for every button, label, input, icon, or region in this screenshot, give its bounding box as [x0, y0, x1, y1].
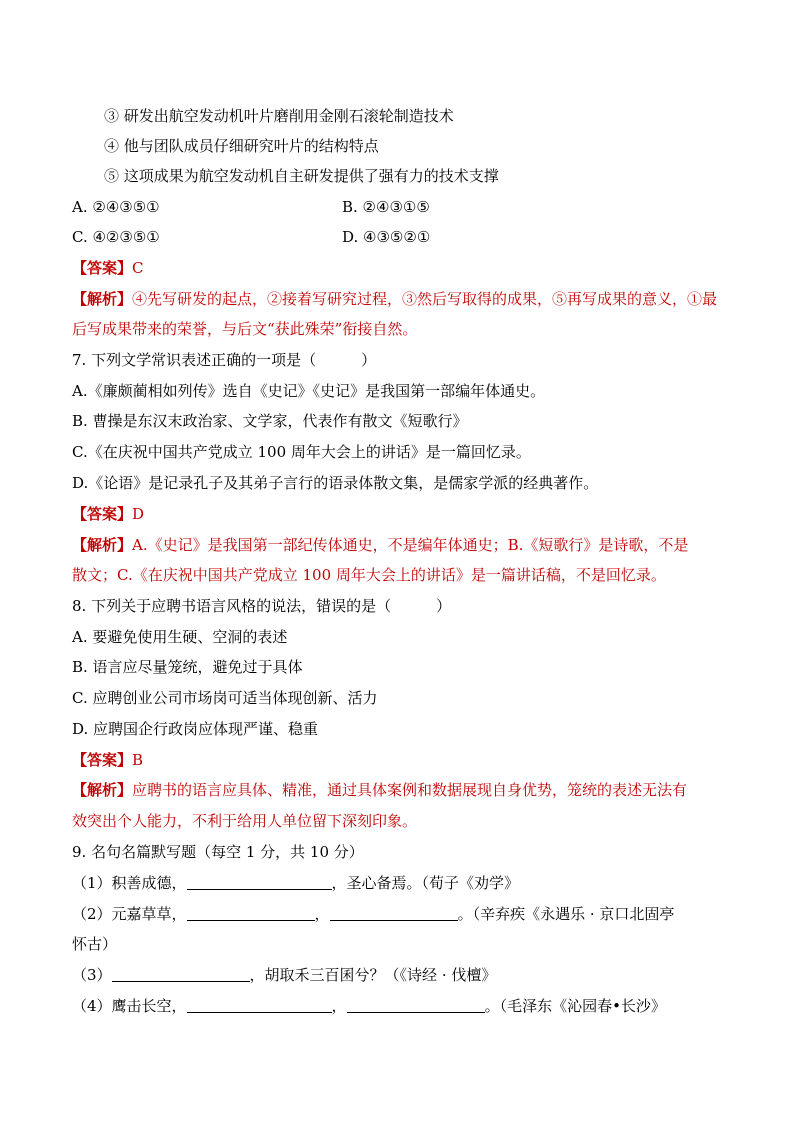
q8-option-c: C. 应聘创业公司市场岗可适当体现创新、活力 — [72, 689, 378, 707]
q6-analysis-line-2: 后写成果带来的荣誉，与后文“获此殊荣”衔接自然。 — [72, 320, 418, 338]
analysis-label: 【解析】 — [72, 781, 133, 799]
q7-answer — [72, 504, 144, 524]
fill-blank[interactable] — [187, 904, 315, 921]
q9-line-1-prefix: （1）积善成德， — [72, 874, 187, 892]
analysis-label: 【解析】 — [72, 290, 133, 308]
q6-options-row-1 — [72, 197, 430, 217]
answer-label: 【答案】 — [72, 751, 133, 769]
q8-option-d: D. 应聘国企行政岗应体现严谨、稳重 — [72, 720, 319, 738]
q8-analysis-line-2: 效突出个人能力，不利于给用人单位留下深刻印象。 — [72, 812, 418, 830]
q7-option-d: D.《论语》是记录孔子及其弟子言行的语录体散文集，是儒家学派的经典著作。 — [72, 474, 599, 492]
q6-item-3: ③ 研发出航空发动机叶片磨削用金刚石滚轮制造技术 — [104, 107, 454, 125]
answer-label: 【答案】 — [72, 505, 133, 523]
answer-label: 【答案】 — [72, 259, 133, 277]
q6-item-4: ④ 他与团队成员仔细研究叶片的结构特点 — [104, 137, 379, 155]
q7-stem: 7. 下列文学常识表述正确的一项是（ ） — [72, 351, 377, 369]
q8-stem: 8. 下列关于应聘书语言风格的说法，错误的是（ ） — [72, 597, 452, 615]
q7-analysis-line-2: 散文；C.《在庆祝中国共产党成立 100 周年大会上的讲话》是一篇讲话稿，不是回忆录。 — [72, 566, 666, 584]
q9-line-1-suffix: ，圣心备焉。（荀子《劝学》 — [331, 874, 520, 892]
analysis-text: A.《史记》是我国第一部纪传体通史，不是编年体通史；B.《短歌行》是诗歌，不是 — [132, 536, 689, 554]
q9-line-4-suffix: 。（毛泽东《沁园春•长沙》 — [484, 997, 666, 1015]
answer-value: D — [132, 505, 145, 523]
fill-blank[interactable] — [187, 996, 332, 1013]
answer-value: B — [132, 751, 144, 769]
q9-line-1 — [72, 873, 519, 893]
q7-option-a: A.《廉颇蔺相如列传》选自《史记》《史记》是我国第一部编年体通史。 — [72, 382, 546, 400]
q7-analysis-line-1 — [72, 535, 688, 555]
answer-value: C — [132, 259, 144, 277]
q9-line-3-suffix: ，胡取禾三百囷兮？（《诗经 · 伐檀》 — [249, 966, 497, 984]
q6-analysis-line-1 — [72, 289, 717, 309]
fill-blank[interactable] — [347, 996, 485, 1013]
analysis-text: 应聘书的语言应具体、精准，通过具体案例和数据展现自身优势，笼统的表述无法有 — [132, 781, 688, 799]
q8-option-a: A. 要避免使用生硬、空洞的表述 — [72, 628, 288, 646]
q9-stem: 9. 名句名篇默写题（每空 1 分，共 10 分） — [72, 843, 364, 861]
q8-option-b: B. 语言应尽量笼统，避免过于具体 — [72, 658, 303, 676]
q8-answer — [72, 750, 143, 770]
q9-line-2-suffix: 。（辛弃疾《永遇乐 · 京口北固亭 — [457, 905, 675, 923]
q6-answer — [72, 258, 144, 278]
q7-option-c: C.《在庆祝中国共产党成立 100 周年大会上的讲话》是一篇回忆录。 — [72, 443, 531, 461]
analysis-label: 【解析】 — [72, 536, 133, 554]
q6-item-5: ⑤ 这项成果为航空发动机自主研发提供了强有力的技术支撑 — [104, 167, 499, 185]
q9-line-4-separator: ， — [331, 997, 347, 1015]
q9-line-2 — [72, 904, 674, 924]
q9-line-3-prefix: （3） — [72, 966, 112, 984]
q6-option-d: D. ④③⑤②① — [342, 228, 431, 246]
q9-line-3 — [72, 965, 496, 985]
fill-blank[interactable] — [187, 873, 332, 890]
fill-blank[interactable] — [112, 965, 250, 982]
fill-blank[interactable] — [330, 904, 458, 921]
q9-line-4-prefix: （4）鹰击长空， — [72, 997, 187, 1015]
q7-option-b: B. 曹操是东汉末政治家、文学家，代表作有散文《短歌行》 — [72, 412, 468, 430]
q9-line-4 — [72, 996, 666, 1016]
q9-line-2-separator: ， — [314, 905, 330, 923]
q9-line-2-cont: 怀古） — [72, 935, 118, 953]
q6-option-c: C. ④②③⑤① — [72, 228, 160, 246]
analysis-text: ④先写研发的起点，②接着写研究过程，③然后写取得的成果，⑤再写成果的意义，①最 — [132, 290, 718, 308]
q6-option-b: B. ②④③①⑤ — [342, 198, 430, 216]
q8-analysis-line-1 — [72, 780, 687, 800]
q9-line-2-prefix: （2）元嘉草草， — [72, 905, 187, 923]
q6-options-row-2 — [72, 227, 431, 247]
q6-option-a: A. ②④③⑤① — [72, 198, 160, 216]
